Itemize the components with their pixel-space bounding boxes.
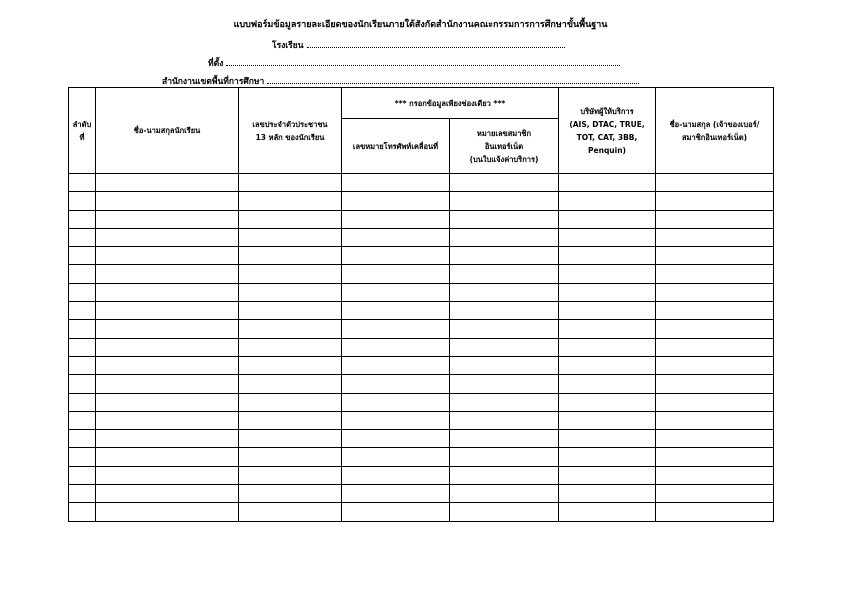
- table-cell[interactable]: [239, 174, 342, 192]
- school-label: โรงเรียน: [272, 41, 304, 51]
- table-cell[interactable]: [69, 247, 96, 265]
- table-cell[interactable]: [559, 302, 656, 320]
- table-cell[interactable]: [69, 485, 96, 503]
- table-row: [69, 192, 774, 210]
- table-cell[interactable]: [559, 283, 656, 301]
- table-cell[interactable]: [559, 320, 656, 338]
- table-cell[interactable]: [656, 430, 774, 448]
- table-cell[interactable]: [342, 485, 450, 503]
- table-cell[interactable]: [342, 320, 450, 338]
- table-cell[interactable]: [450, 356, 559, 374]
- form-title: แบบฟอร์มข้อมูลรายละเอียดของนักเรียนภายใต้สังกัดสำนักงานคณะกรรมการการศึกษาขั้นพื้นฐาน: [233, 20, 608, 30]
- table-row: [69, 320, 774, 338]
- table-cell[interactable]: [342, 466, 450, 484]
- table-cell[interactable]: [450, 411, 559, 429]
- table-cell[interactable]: [342, 302, 450, 320]
- table-cell[interactable]: [559, 375, 656, 393]
- table-cell[interactable]: [239, 356, 342, 374]
- table-row: [69, 485, 774, 503]
- table-body: [69, 174, 774, 522]
- table-cell[interactable]: [69, 503, 96, 521]
- table-cell[interactable]: [342, 356, 450, 374]
- table-cell[interactable]: [239, 228, 342, 246]
- table-cell[interactable]: [342, 265, 450, 283]
- table-cell[interactable]: [96, 210, 239, 228]
- table-cell[interactable]: [450, 210, 559, 228]
- school-dotted-line[interactable]: [307, 39, 565, 48]
- area-label: สำนักงานเขตพื้นที่การศึกษา: [162, 77, 265, 87]
- school-field: [272, 38, 565, 52]
- table-row: [69, 503, 774, 521]
- table-cell[interactable]: [96, 228, 239, 246]
- table-cell[interactable]: [96, 448, 239, 466]
- table-cell[interactable]: [342, 411, 450, 429]
- table-row: [69, 283, 774, 301]
- table-row: [69, 393, 774, 411]
- table-cell[interactable]: [450, 338, 559, 356]
- table-cell[interactable]: [450, 430, 559, 448]
- table-cell[interactable]: [96, 283, 239, 301]
- table-row: [69, 430, 774, 448]
- table-cell[interactable]: [96, 503, 239, 521]
- table-cell[interactable]: [450, 228, 559, 246]
- table-cell[interactable]: [559, 466, 656, 484]
- table-cell[interactable]: [450, 320, 559, 338]
- table-cell[interactable]: [239, 466, 342, 484]
- table-cell[interactable]: [342, 503, 450, 521]
- table-cell[interactable]: [342, 375, 450, 393]
- table-cell[interactable]: [656, 174, 774, 192]
- table-row: [69, 265, 774, 283]
- table-cell[interactable]: [96, 192, 239, 210]
- table-cell[interactable]: [69, 320, 96, 338]
- table-row: [69, 302, 774, 320]
- table-cell[interactable]: [450, 192, 559, 210]
- table-row: [69, 356, 774, 374]
- table-cell[interactable]: [239, 411, 342, 429]
- table-row: [69, 338, 774, 356]
- table-cell[interactable]: [656, 302, 774, 320]
- table-cell[interactable]: [559, 430, 656, 448]
- table-cell[interactable]: [96, 485, 239, 503]
- table-cell[interactable]: [96, 466, 239, 484]
- table-cell[interactable]: [656, 192, 774, 210]
- table-cell[interactable]: [69, 430, 96, 448]
- table-cell[interactable]: [450, 283, 559, 301]
- table-cell[interactable]: [656, 228, 774, 246]
- table-cell[interactable]: [656, 411, 774, 429]
- table-cell[interactable]: [342, 247, 450, 265]
- table-cell[interactable]: [559, 393, 656, 411]
- table-cell[interactable]: [69, 338, 96, 356]
- table-cell[interactable]: [69, 356, 96, 374]
- table-cell[interactable]: [239, 430, 342, 448]
- table-cell[interactable]: [342, 283, 450, 301]
- table-cell[interactable]: [450, 247, 559, 265]
- table-cell[interactable]: [450, 265, 559, 283]
- table-cell[interactable]: [96, 320, 239, 338]
- table-cell[interactable]: [450, 466, 559, 484]
- header-provider: บริษัทผู้ให้บริการ (AIS, DTAC, TRUE, TOT, CAT, 3BB, Penquin): [559, 88, 656, 174]
- header-citizen-id: เลขประจำตัวประชาชน 13 หลัก ของนักเรียน: [239, 88, 342, 174]
- table-cell[interactable]: [96, 174, 239, 192]
- header-no: ลำดับ ที่: [69, 88, 96, 174]
- table-cell[interactable]: [96, 338, 239, 356]
- table-cell[interactable]: [239, 247, 342, 265]
- table-cell[interactable]: [69, 283, 96, 301]
- table-cell[interactable]: [559, 174, 656, 192]
- table-row: [69, 210, 774, 228]
- table-cell[interactable]: [239, 283, 342, 301]
- address-field: [208, 56, 620, 70]
- table-cell[interactable]: [656, 338, 774, 356]
- table-cell[interactable]: [342, 448, 450, 466]
- table-row: [69, 448, 774, 466]
- table-cell[interactable]: [559, 192, 656, 210]
- table-cell[interactable]: [656, 503, 774, 521]
- table-cell[interactable]: [342, 393, 450, 411]
- table-cell[interactable]: [559, 356, 656, 374]
- table-cell[interactable]: [239, 302, 342, 320]
- table-cell[interactable]: [69, 411, 96, 429]
- address-dotted-line[interactable]: [226, 57, 620, 66]
- header-mobile-number: เลขหมายโทรศัพท์เคลื่อนที่: [342, 119, 450, 174]
- table-row: [69, 228, 774, 246]
- table-cell[interactable]: [559, 210, 656, 228]
- table-cell[interactable]: [239, 503, 342, 521]
- table-cell[interactable]: [69, 192, 96, 210]
- table-cell[interactable]: [69, 466, 96, 484]
- area-dotted-line[interactable]: [267, 75, 639, 84]
- table-cell[interactable]: [656, 393, 774, 411]
- table-cell[interactable]: [69, 448, 96, 466]
- table-cell[interactable]: [96, 302, 239, 320]
- table-cell[interactable]: [656, 485, 774, 503]
- table-cell[interactable]: [342, 228, 450, 246]
- table-cell[interactable]: [96, 411, 239, 429]
- table-cell[interactable]: [239, 338, 342, 356]
- table-cell[interactable]: [559, 265, 656, 283]
- table-cell[interactable]: [656, 247, 774, 265]
- table-cell[interactable]: [656, 210, 774, 228]
- table-row: [69, 174, 774, 192]
- table-cell[interactable]: [96, 247, 239, 265]
- table-cell[interactable]: [69, 265, 96, 283]
- table-cell[interactable]: [342, 430, 450, 448]
- table-cell[interactable]: [559, 411, 656, 429]
- table-cell[interactable]: [342, 210, 450, 228]
- table-cell[interactable]: [239, 393, 342, 411]
- table-row: [69, 466, 774, 484]
- header-owner-name: ชื่อ-นามสกุล (เจ้าของเบอร์/ สมาชิกอินเทอร์เน็ต): [656, 88, 774, 174]
- table-cell[interactable]: [96, 393, 239, 411]
- table-cell[interactable]: [559, 228, 656, 246]
- table-cell[interactable]: [656, 283, 774, 301]
- table-cell[interactable]: [69, 393, 96, 411]
- table-cell[interactable]: [69, 210, 96, 228]
- header-internet-member-id: หมายเลขสมาชิก อินเทอร์เน็ต (บนใบแจ้งค่าบริการ): [450, 119, 559, 174]
- table-cell[interactable]: [450, 503, 559, 521]
- table-cell[interactable]: [656, 448, 774, 466]
- table-cell[interactable]: [96, 356, 239, 374]
- table-cell[interactable]: [239, 320, 342, 338]
- table-cell[interactable]: [656, 356, 774, 374]
- table-cell[interactable]: [656, 466, 774, 484]
- student-form-table: [68, 87, 774, 522]
- table-cell[interactable]: [342, 338, 450, 356]
- table-cell[interactable]: [96, 375, 239, 393]
- table-cell[interactable]: [239, 210, 342, 228]
- table-cell[interactable]: [69, 302, 96, 320]
- table-row: [69, 411, 774, 429]
- table-cell[interactable]: [342, 192, 450, 210]
- table-cell[interactable]: [450, 375, 559, 393]
- table-cell[interactable]: [450, 174, 559, 192]
- table-cell[interactable]: [239, 265, 342, 283]
- header-student-name: ชื่อ-นามสกุลนักเรียน: [96, 88, 239, 174]
- table-cell[interactable]: [559, 247, 656, 265]
- table-cell[interactable]: [450, 393, 559, 411]
- table-row: [69, 375, 774, 393]
- table-cell[interactable]: [239, 485, 342, 503]
- table-cell[interactable]: [656, 375, 774, 393]
- table-cell[interactable]: [559, 448, 656, 466]
- address-label: ที่ตั้ง: [208, 59, 224, 69]
- area-field: [162, 74, 639, 88]
- table-cell[interactable]: [559, 338, 656, 356]
- table-cell[interactable]: [96, 430, 239, 448]
- table-cell[interactable]: [69, 174, 96, 192]
- table-cell[interactable]: [559, 503, 656, 521]
- table-cell[interactable]: [450, 485, 559, 503]
- table-cell[interactable]: [239, 375, 342, 393]
- table-cell[interactable]: [450, 302, 559, 320]
- table-cell[interactable]: [96, 265, 239, 283]
- table-cell[interactable]: [559, 485, 656, 503]
- header-fill-one-only: *** กรอกข้อมูลเพียงช่องเดียว ***: [342, 88, 559, 119]
- table-cell[interactable]: [239, 192, 342, 210]
- table-row: [69, 247, 774, 265]
- table-cell[interactable]: [656, 320, 774, 338]
- table-cell[interactable]: [342, 174, 450, 192]
- table-cell[interactable]: [450, 448, 559, 466]
- table-cell[interactable]: [69, 375, 96, 393]
- table-cell[interactable]: [656, 265, 774, 283]
- table-cell[interactable]: [239, 448, 342, 466]
- table-cell[interactable]: [69, 228, 96, 246]
